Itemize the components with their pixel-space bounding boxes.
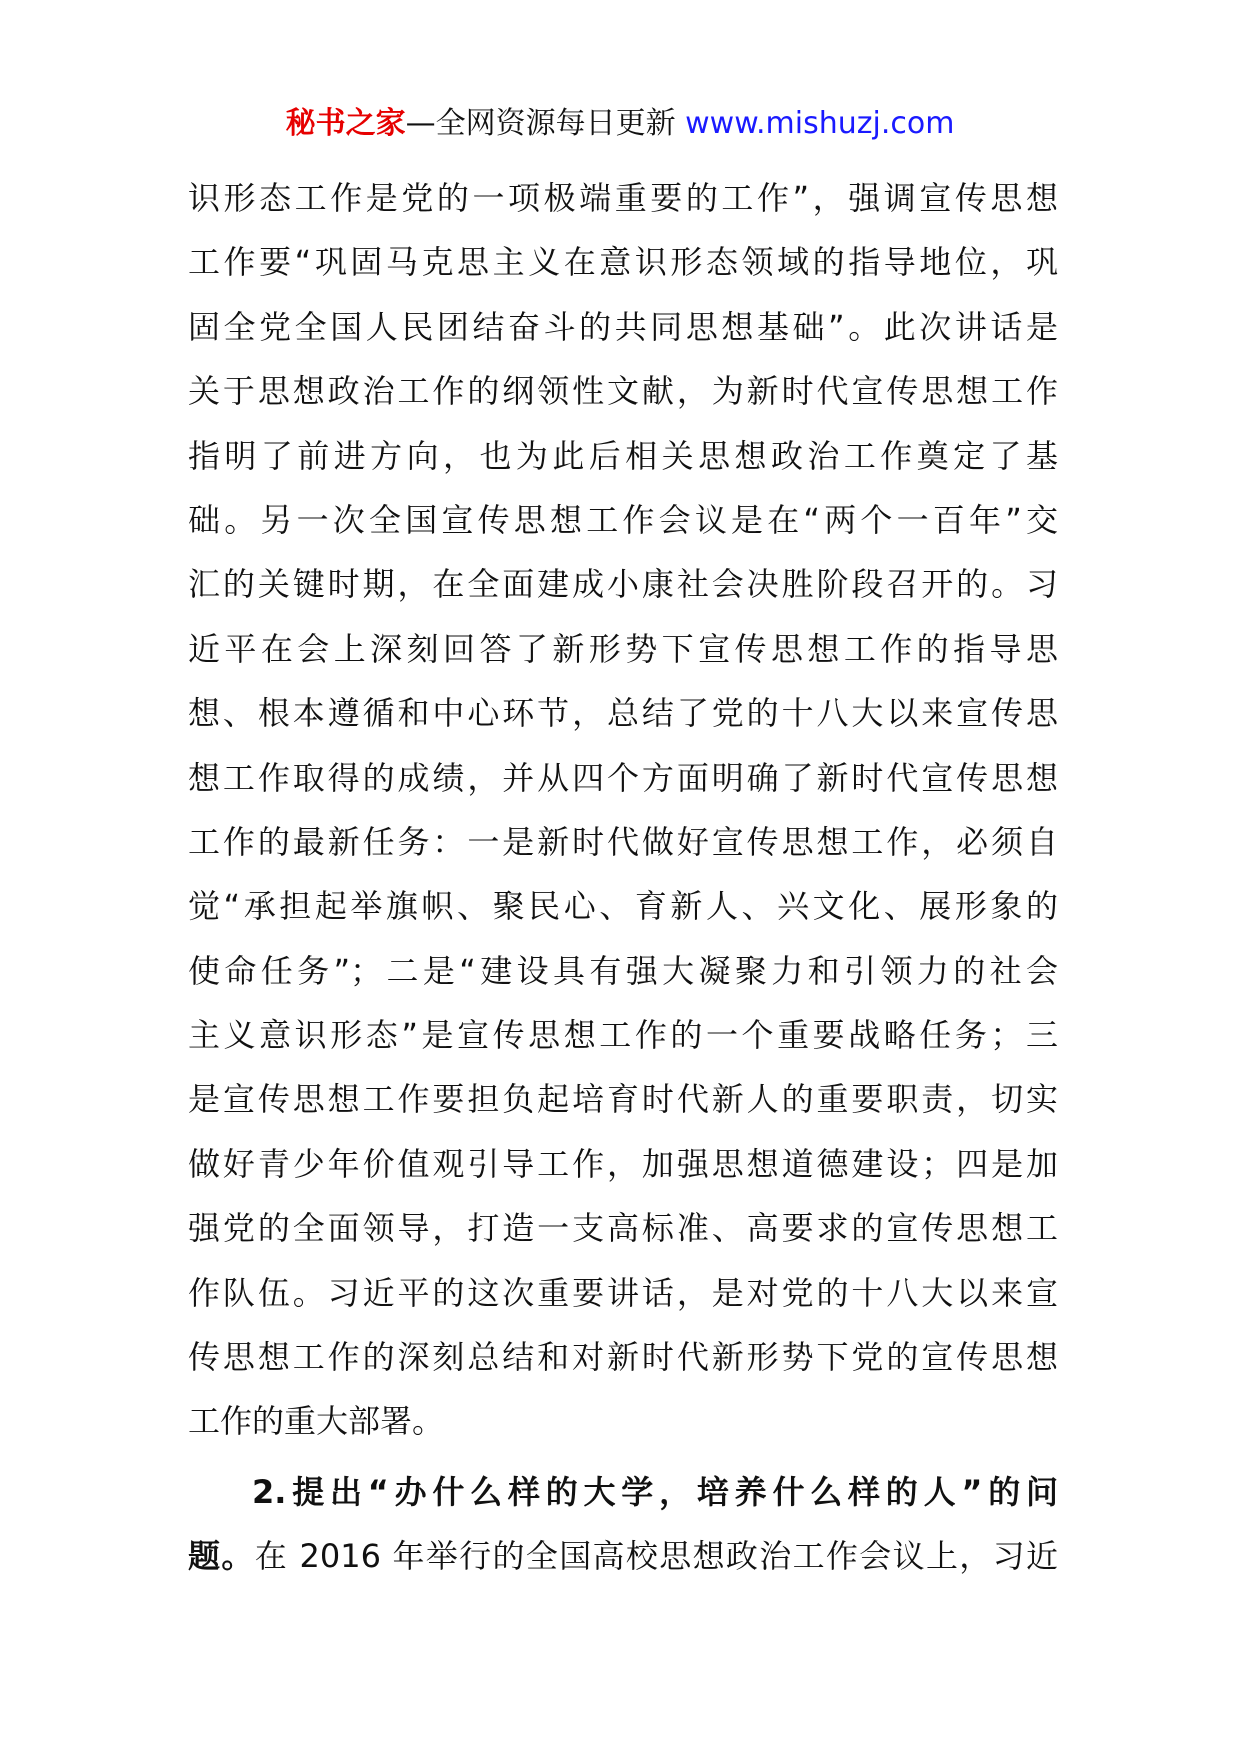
text-line: 想工作取得的成绩，并从四个方面明确了新时代宣传思想 xyxy=(188,758,1058,797)
document-body xyxy=(188,166,1058,1589)
text-line: 是宣传思想工作要担负起培育时代新人的重要职责，切实 xyxy=(188,1080,1058,1119)
site-brand: 秘书之家 xyxy=(285,106,406,141)
site-tagline: —全网资源每日更新 xyxy=(405,106,676,141)
section-text-line xyxy=(188,1524,1058,1588)
paragraph-1 xyxy=(188,166,1058,1454)
text-line: 想、根本遵循和中心环节，总结了党的十八大以来宣传思 xyxy=(188,694,1058,733)
text-line: 汇的关键时期，在全面建成小康社会决胜阶段召开的。习 xyxy=(188,565,1058,604)
text-line: 传思想工作的深刻总结和对新时代新形势下党的宣传思想 xyxy=(188,1338,1058,1377)
section-heading: 2.提出“办什么样的大学，培养什么样的人”的问 xyxy=(252,1472,1058,1511)
text-line: 觉“承担起举旗帜、聚民心、育新人、兴文化、展形象的 xyxy=(188,887,1058,926)
text-line: 础。另一次全国宣传思想工作会议是在“两个一百年”交 xyxy=(188,500,1058,539)
site-header xyxy=(0,104,1240,144)
text-line: 关于思想政治工作的纲领性文献，为新时代宣传思想工作 xyxy=(188,372,1058,411)
text-line: 作队伍。习近平的这次重要讲话，是对党的十八大以来宣 xyxy=(188,1273,1058,1312)
text-line: 使命任务”；二是“建设具有强大凝聚力和引领力的社会 xyxy=(188,951,1058,990)
text-line: 工作的重大部署。 xyxy=(188,1402,445,1441)
site-url-link[interactable]: www.mishuzj.com xyxy=(685,106,955,141)
text-line: 工作的最新任务：一是新时代做好宣传思想工作，必须自 xyxy=(188,822,1058,861)
text-line: 固全党全国人民团结奋斗的共同思想基础”。此次讲话是 xyxy=(188,307,1058,346)
text-line: 做好青少年价值观引导工作，加强思想道德建设；四是加 xyxy=(188,1144,1058,1183)
section-2 xyxy=(188,1460,1058,1589)
section-body-start: 在 2016 年举行的全国高校思想政治工作会议上，习近 xyxy=(254,1537,1058,1576)
section-heading-end: 题。 xyxy=(188,1537,255,1576)
text-line: 识形态工作是党的一项极端重要的工作”，强调宣传思想 xyxy=(188,179,1058,217)
text-line: 主义意识形态”是宣传思想工作的一个重要战略任务；三 xyxy=(188,1016,1058,1055)
text-line: 近平在会上深刻回答了新形势下宣传思想工作的指导思 xyxy=(188,629,1058,668)
text-line: 工作要“巩固马克思主义在意识形态领域的指导地位，巩 xyxy=(188,243,1058,282)
text-line: 指明了前进方向，也为此后相关思想政治工作奠定了基 xyxy=(188,436,1058,475)
text-line: 强党的全面领导，打造一支高标准、高要求的宣传思想工 xyxy=(188,1209,1058,1248)
